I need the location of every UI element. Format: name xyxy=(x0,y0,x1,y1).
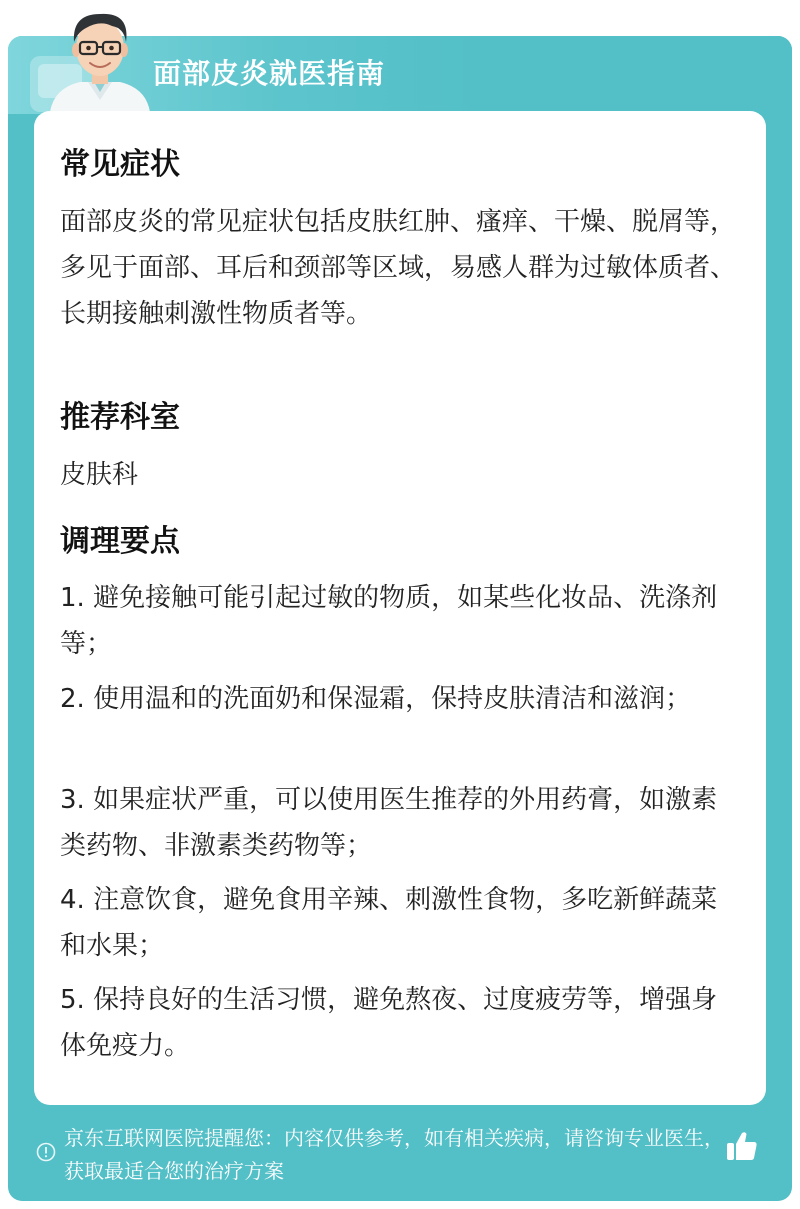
footer-notice-text: 京东互联网医院提醒您：内容仅供参考，如有相关疾病，请咨询专业医生，获取最适合您的治疗方案 xyxy=(64,1126,724,1183)
care-item-4: 4. 注意饮食，避免食用辛辣、刺激性食物，多吃新鲜蔬菜和水果； xyxy=(60,885,718,961)
care-item-5: 5. 保持良好的生活习惯，避免熬夜、过度疲劳等，增强身体免疫力。 xyxy=(60,985,718,1061)
content-card xyxy=(34,111,766,1105)
section-title-care: 调理要点 xyxy=(60,524,180,559)
section-title-symptoms: 常见症状 xyxy=(60,147,180,182)
care-item-2: 2. 使用温和的洗面奶和保湿霜，保持皮肤清洁和滋润； xyxy=(60,684,692,714)
section-title-department: 推荐科室 xyxy=(60,400,180,435)
info-icon xyxy=(36,1142,56,1162)
department-text: 皮肤科 xyxy=(60,460,139,490)
footer-notice xyxy=(8,1110,792,1201)
doctor-avatar-icon xyxy=(40,8,160,112)
care-item-1: 1. 避免接触可能引起过敏的物质，如某些化妆品、洗涤剂等； xyxy=(60,583,718,659)
symptoms-text: 面部皮炎的常见症状包括皮肤红肿、瘙痒、干燥、脱屑等，多见于面部、耳后和颈部等区域，易感人群为过敏体质者、长期接触刺激性物质者等。 xyxy=(60,207,737,329)
care-item-3: 3. 如果症状严重，可以使用医生推荐的外用药膏，如激素类药物、非激素类药物等； xyxy=(60,785,718,861)
page-title: 面部皮炎就医指南 xyxy=(153,57,386,90)
thumbs-up-icon[interactable] xyxy=(724,1128,760,1164)
